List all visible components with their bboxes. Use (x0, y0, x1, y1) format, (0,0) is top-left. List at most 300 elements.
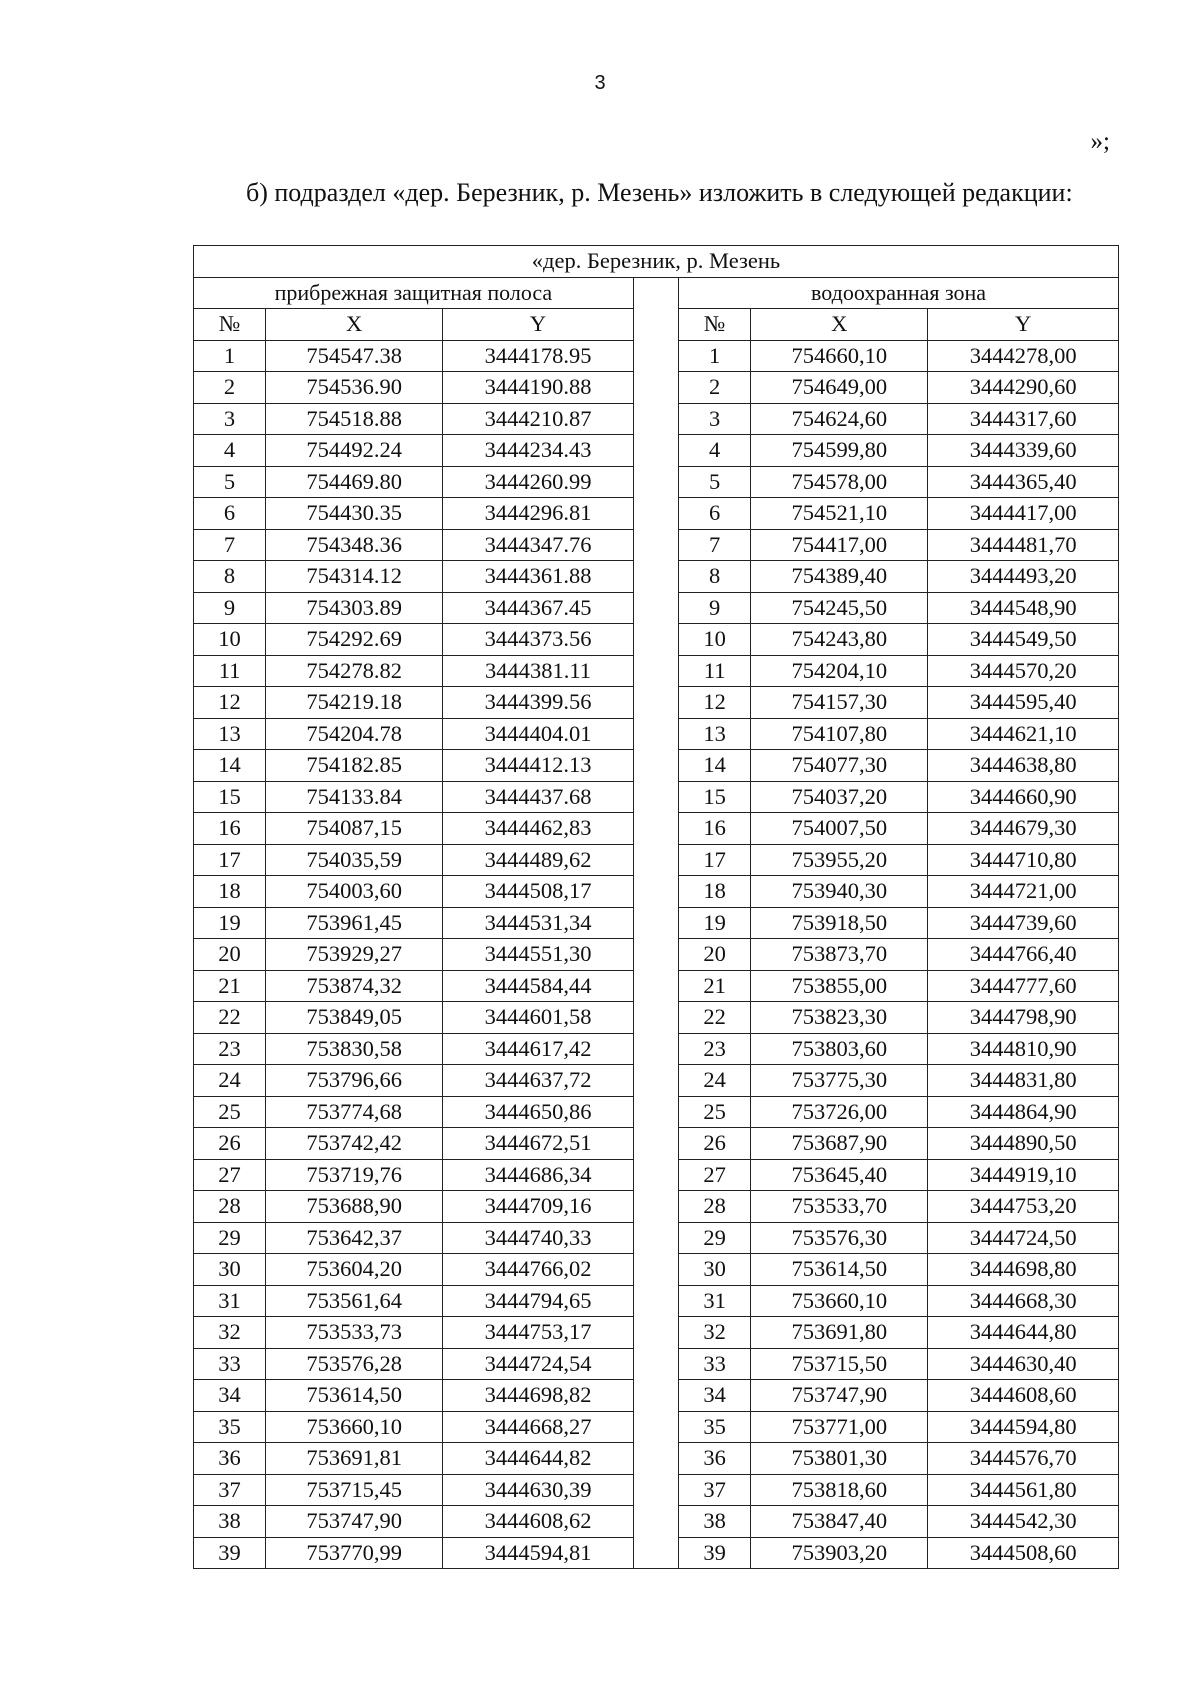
right-coordinate-y-cell: 3444753,20 (928, 1191, 1119, 1223)
right-coordinate-y-cell: 3444766,40 (928, 939, 1119, 971)
table-gap-cell (633, 624, 678, 656)
right-coordinate-y-cell: 3444481,70 (928, 529, 1119, 561)
left-coordinate-x-cell: 753642,37 (266, 1222, 443, 1254)
left-point-number-cell: 27 (194, 1159, 266, 1191)
left-coordinate-y-cell: 3444668,27 (443, 1411, 634, 1443)
table-gap-cell (633, 372, 678, 404)
right-coordinate-x-cell: 753873,70 (751, 939, 928, 971)
right-coordinate-x-cell: 753918,50 (751, 907, 928, 939)
left-point-number-cell: 17 (194, 844, 266, 876)
right-coordinate-y-cell: 3444608,60 (928, 1380, 1119, 1412)
right-coordinate-x-cell: 754107,80 (751, 718, 928, 750)
table-row (194, 466, 1119, 498)
right-coordinate-y-cell: 3444561,80 (928, 1474, 1119, 1506)
left-coordinate-y-cell: 3444210.87 (443, 403, 634, 435)
table-row (194, 750, 1119, 782)
right-coordinate-x-cell: 753903,20 (751, 1537, 928, 1569)
left-coordinate-x-cell: 753774,68 (266, 1096, 443, 1128)
left-point-number-cell: 11 (194, 655, 266, 687)
right-point-number-cell: 9 (679, 592, 751, 624)
table-gap-cell (633, 1506, 678, 1538)
table-gap-cell (633, 844, 678, 876)
table-row (194, 1191, 1119, 1223)
left-coordinate-y-cell: 3444367.45 (443, 592, 634, 624)
left-point-number-cell: 9 (194, 592, 266, 624)
table-row (194, 1317, 1119, 1349)
table-gap-cell (633, 907, 678, 939)
right-coordinate-y-cell: 3444493,20 (928, 561, 1119, 593)
right-coordinate-x-cell: 754243,80 (751, 624, 928, 656)
right-point-number-cell: 27 (679, 1159, 751, 1191)
right-coordinate-y-cell: 3444595,40 (928, 687, 1119, 719)
left-coordinate-x-cell: 754348.36 (266, 529, 443, 561)
table-gap-cell (633, 1222, 678, 1254)
table-row (194, 403, 1119, 435)
left-coordinate-x-cell: 753830,58 (266, 1033, 443, 1065)
left-coordinate-y-cell: 3444361.88 (443, 561, 634, 593)
table-gap-cell (633, 340, 678, 372)
left-point-number-cell: 21 (194, 970, 266, 1002)
right-coordinate-y-cell: 3444798,90 (928, 1002, 1119, 1034)
column-header-x: X (751, 309, 928, 341)
left-coordinate-x-cell: 754087,15 (266, 813, 443, 845)
table-row (194, 1254, 1119, 1286)
right-coordinate-x-cell: 753576,30 (751, 1222, 928, 1254)
right-point-number-cell: 5 (679, 466, 751, 498)
left-coordinate-x-cell: 753561,64 (266, 1285, 443, 1317)
left-coordinate-y-cell: 3444381.11 (443, 655, 634, 687)
table-row (194, 655, 1119, 687)
table-row (194, 1348, 1119, 1380)
left-point-number-cell: 6 (194, 498, 266, 530)
right-coordinate-x-cell: 753533,70 (751, 1191, 928, 1223)
table-gap-cell (633, 1537, 678, 1569)
left-coordinate-x-cell: 754536.90 (266, 372, 443, 404)
right-coordinate-x-cell: 753823,30 (751, 1002, 928, 1034)
right-coordinate-x-cell: 753803,60 (751, 1033, 928, 1065)
right-coordinate-x-cell: 753747,90 (751, 1380, 928, 1412)
table-gap-cell (633, 466, 678, 498)
left-point-number-cell: 30 (194, 1254, 266, 1286)
left-point-number-cell: 25 (194, 1096, 266, 1128)
right-coordinate-x-cell: 754521,10 (751, 498, 928, 530)
right-coordinate-x-cell: 754037,20 (751, 781, 928, 813)
table-row (194, 1096, 1119, 1128)
left-point-number-cell: 15 (194, 781, 266, 813)
left-point-number-cell: 19 (194, 907, 266, 939)
right-coordinate-y-cell: 3444570,20 (928, 655, 1119, 687)
right-coordinate-x-cell: 753687,90 (751, 1128, 928, 1160)
right-coordinate-y-cell: 3444621,10 (928, 718, 1119, 750)
right-coordinate-x-cell: 753940,30 (751, 876, 928, 908)
right-coordinate-x-cell: 753775,30 (751, 1065, 928, 1097)
table-gap-cell (633, 1002, 678, 1034)
left-coordinate-x-cell: 754292.69 (266, 624, 443, 656)
left-point-number-cell: 1 (194, 340, 266, 372)
table-row (194, 1222, 1119, 1254)
left-point-number-cell: 35 (194, 1411, 266, 1443)
left-coordinate-x-cell: 753691,81 (266, 1443, 443, 1475)
right-coordinate-x-cell: 753801,30 (751, 1443, 928, 1475)
right-coordinate-y-cell: 3444542,30 (928, 1506, 1119, 1538)
left-point-number-cell: 26 (194, 1128, 266, 1160)
left-coordinate-x-cell: 754035,59 (266, 844, 443, 876)
right-coordinate-y-cell: 3444777,60 (928, 970, 1119, 1002)
left-coordinate-y-cell: 3444508,17 (443, 876, 634, 908)
left-coordinate-y-cell: 3444650,86 (443, 1096, 634, 1128)
left-coordinate-y-cell: 3444594,81 (443, 1537, 634, 1569)
column-header-number: № (194, 309, 266, 341)
left-coordinate-x-cell: 753688,90 (266, 1191, 443, 1223)
left-coordinate-x-cell: 753719,76 (266, 1159, 443, 1191)
table-row (194, 372, 1119, 404)
left-coordinate-y-cell: 3444644,82 (443, 1443, 634, 1475)
table-gap-cell (633, 403, 678, 435)
table-row (194, 781, 1119, 813)
left-coordinate-y-cell: 3444753,17 (443, 1317, 634, 1349)
left-coordinate-x-cell: 753796,66 (266, 1065, 443, 1097)
left-coordinate-x-cell: 754430.35 (266, 498, 443, 530)
right-coordinate-y-cell: 3444417,00 (928, 498, 1119, 530)
right-coordinate-x-cell: 753715,50 (751, 1348, 928, 1380)
table-gap-cell (633, 1033, 678, 1065)
left-coordinate-y-cell: 3444766,02 (443, 1254, 634, 1286)
right-point-number-cell: 10 (679, 624, 751, 656)
right-coordinate-x-cell: 753660,10 (751, 1285, 928, 1317)
right-coordinate-x-cell: 753847,40 (751, 1506, 928, 1538)
right-coordinate-x-cell: 753726,00 (751, 1096, 928, 1128)
table-row (194, 340, 1119, 372)
instruction-paragraph: б) подраздел «дер. Березник, р. Мезень» изложить в следующей редакции: (246, 178, 1073, 207)
left-point-number-cell: 16 (194, 813, 266, 845)
table-gap-cell (633, 1411, 678, 1443)
left-point-number-cell: 37 (194, 1474, 266, 1506)
right-coordinate-y-cell: 3444290,60 (928, 372, 1119, 404)
column-header-x: X (266, 309, 443, 341)
left-point-number-cell: 18 (194, 876, 266, 908)
table-row (194, 1443, 1119, 1475)
table-gap-cell (633, 1191, 678, 1223)
page-number: 3 (594, 72, 606, 94)
right-coordinate-x-cell: 754007,50 (751, 813, 928, 845)
right-coordinate-y-cell: 3444679,30 (928, 813, 1119, 845)
left-point-number-cell: 22 (194, 1002, 266, 1034)
right-coordinate-x-cell: 753691,80 (751, 1317, 928, 1349)
right-point-number-cell: 31 (679, 1285, 751, 1317)
left-coordinate-y-cell: 3444709,16 (443, 1191, 634, 1223)
right-point-number-cell: 14 (679, 750, 751, 782)
right-coordinate-y-cell: 3444549,50 (928, 624, 1119, 656)
right-coordinate-y-cell: 3444339,60 (928, 435, 1119, 467)
left-coordinate-x-cell: 753614,50 (266, 1380, 443, 1412)
table-row (194, 1033, 1119, 1065)
right-coordinate-x-cell: 754077,30 (751, 750, 928, 782)
table-gap-cell (633, 1096, 678, 1128)
table-gap-cell (633, 687, 678, 719)
left-coordinate-x-cell: 753742,42 (266, 1128, 443, 1160)
table-gap-cell (633, 309, 678, 341)
table-row (194, 1128, 1119, 1160)
right-point-number-cell: 23 (679, 1033, 751, 1065)
left-coordinate-x-cell: 753604,20 (266, 1254, 443, 1286)
right-point-number-cell: 8 (679, 561, 751, 593)
left-coordinate-x-cell: 753576,28 (266, 1348, 443, 1380)
right-point-number-cell: 35 (679, 1411, 751, 1443)
left-coordinate-x-cell: 753929,27 (266, 939, 443, 971)
right-coordinate-y-cell: 3444594,80 (928, 1411, 1119, 1443)
left-coordinate-y-cell: 3444404.01 (443, 718, 634, 750)
table-row (194, 1159, 1119, 1191)
column-header-y: Y (928, 309, 1119, 341)
left-coordinate-y-cell: 3444462,83 (443, 813, 634, 845)
table-gap-cell (633, 1065, 678, 1097)
table-row (194, 939, 1119, 971)
table-row (194, 1285, 1119, 1317)
right-point-number-cell: 4 (679, 435, 751, 467)
right-coordinate-y-cell: 3444698,80 (928, 1254, 1119, 1286)
left-coordinate-x-cell: 754547.38 (266, 340, 443, 372)
table-row (194, 1537, 1119, 1569)
right-point-number-cell: 28 (679, 1191, 751, 1223)
right-coordinate-x-cell: 754624,60 (751, 403, 928, 435)
right-coordinate-x-cell: 754245,50 (751, 592, 928, 624)
right-coordinate-y-cell: 3444508,60 (928, 1537, 1119, 1569)
left-coordinate-y-cell: 3444794,65 (443, 1285, 634, 1317)
left-point-number-cell: 34 (194, 1380, 266, 1412)
left-coordinate-x-cell: 754182.85 (266, 750, 443, 782)
left-coordinate-y-cell: 3444178.95 (443, 340, 634, 372)
right-coordinate-y-cell: 3444548,90 (928, 592, 1119, 624)
column-header-row (194, 309, 1119, 341)
left-coordinate-x-cell: 753961,45 (266, 907, 443, 939)
left-point-number-cell: 33 (194, 1348, 266, 1380)
right-point-number-cell: 6 (679, 498, 751, 530)
table-row (194, 624, 1119, 656)
left-coordinate-y-cell: 3444630,39 (443, 1474, 634, 1506)
right-point-number-cell: 39 (679, 1537, 751, 1569)
right-coordinate-x-cell: 754578,00 (751, 466, 928, 498)
table-row (194, 687, 1119, 719)
table-row (194, 1065, 1119, 1097)
right-point-number-cell: 1 (679, 340, 751, 372)
table-row (194, 1411, 1119, 1443)
right-coordinate-y-cell: 3444576,70 (928, 1443, 1119, 1475)
left-coordinate-x-cell: 753533,73 (266, 1317, 443, 1349)
left-coordinate-y-cell: 3444437.68 (443, 781, 634, 813)
right-coordinate-x-cell: 753855,00 (751, 970, 928, 1002)
right-coordinate-y-cell: 3444644,80 (928, 1317, 1119, 1349)
right-coordinate-x-cell: 754649,00 (751, 372, 928, 404)
left-coordinate-y-cell: 3444672,51 (443, 1128, 634, 1160)
left-coordinate-x-cell: 754518.88 (266, 403, 443, 435)
left-coordinate-y-cell: 3444399.56 (443, 687, 634, 719)
water-protection-zone-header: водоохранная зона (679, 277, 1119, 309)
left-coordinate-y-cell: 3444260.99 (443, 466, 634, 498)
right-point-number-cell: 24 (679, 1065, 751, 1097)
left-point-number-cell: 20 (194, 939, 266, 971)
right-point-number-cell: 12 (679, 687, 751, 719)
left-point-number-cell: 36 (194, 1443, 266, 1475)
right-point-number-cell: 20 (679, 939, 751, 971)
left-coordinate-y-cell: 3444686,34 (443, 1159, 634, 1191)
right-coordinate-x-cell: 753955,20 (751, 844, 928, 876)
right-coordinate-y-cell: 3444919,10 (928, 1159, 1119, 1191)
coordinates-table-body (194, 340, 1119, 1569)
table-gap-cell (633, 1348, 678, 1380)
right-coordinate-y-cell: 3444724,50 (928, 1222, 1119, 1254)
right-coordinate-y-cell: 3444810,90 (928, 1033, 1119, 1065)
table-title-row (194, 246, 1119, 278)
left-point-number-cell: 32 (194, 1317, 266, 1349)
table-row (194, 907, 1119, 939)
table-row (194, 844, 1119, 876)
table-gap-cell (633, 435, 678, 467)
right-coordinate-y-cell: 3444721,00 (928, 876, 1119, 908)
left-coordinate-y-cell: 3444489,62 (443, 844, 634, 876)
right-coordinate-y-cell: 3444630,40 (928, 1348, 1119, 1380)
left-coordinate-y-cell: 3444296.81 (443, 498, 634, 530)
coordinates-table (193, 245, 1119, 1569)
section-header-row (194, 277, 1119, 309)
right-coordinate-x-cell: 753645,40 (751, 1159, 928, 1191)
table-gap-cell (633, 1159, 678, 1191)
right-coordinate-x-cell: 754417,00 (751, 529, 928, 561)
table-gap-cell (633, 277, 678, 309)
closing-quote-mark: »; (1090, 128, 1110, 155)
left-coordinate-y-cell: 3444724,54 (443, 1348, 634, 1380)
left-coordinate-y-cell: 3444234.43 (443, 435, 634, 467)
left-coordinate-y-cell: 3444608,62 (443, 1506, 634, 1538)
table-gap-cell (633, 1254, 678, 1286)
table-row (194, 876, 1119, 908)
table-row (194, 529, 1119, 561)
right-point-number-cell: 2 (679, 372, 751, 404)
left-coordinate-x-cell: 753715,45 (266, 1474, 443, 1506)
table-row (194, 1474, 1119, 1506)
left-coordinate-x-cell: 754219.18 (266, 687, 443, 719)
right-coordinate-y-cell: 3444278,00 (928, 340, 1119, 372)
right-point-number-cell: 25 (679, 1096, 751, 1128)
left-point-number-cell: 23 (194, 1033, 266, 1065)
table-gap-cell (633, 939, 678, 971)
left-coordinate-y-cell: 3444601,58 (443, 1002, 634, 1034)
table-gap-cell (633, 1380, 678, 1412)
left-coordinate-y-cell: 3444531,34 (443, 907, 634, 939)
right-point-number-cell: 37 (679, 1474, 751, 1506)
right-coordinate-y-cell: 3444638,80 (928, 750, 1119, 782)
right-point-number-cell: 19 (679, 907, 751, 939)
right-point-number-cell: 7 (679, 529, 751, 561)
right-point-number-cell: 13 (679, 718, 751, 750)
table-row (194, 1380, 1119, 1412)
left-coordinate-x-cell: 753770,99 (266, 1537, 443, 1569)
right-coordinate-x-cell: 754599,80 (751, 435, 928, 467)
right-coordinate-y-cell: 3444710,80 (928, 844, 1119, 876)
table-row (194, 435, 1119, 467)
right-point-number-cell: 33 (679, 1348, 751, 1380)
left-point-number-cell: 2 (194, 372, 266, 404)
table-gap-cell (633, 1317, 678, 1349)
table-row (194, 813, 1119, 845)
right-coordinate-y-cell: 3444660,90 (928, 781, 1119, 813)
right-point-number-cell: 22 (679, 1002, 751, 1034)
right-coordinate-y-cell: 3444317,60 (928, 403, 1119, 435)
right-coordinate-x-cell: 753818,60 (751, 1474, 928, 1506)
left-point-number-cell: 4 (194, 435, 266, 467)
right-coordinate-x-cell: 753771,00 (751, 1411, 928, 1443)
left-coordinate-x-cell: 753747,90 (266, 1506, 443, 1538)
left-coordinate-y-cell: 3444373.56 (443, 624, 634, 656)
right-coordinate-x-cell: 754204,10 (751, 655, 928, 687)
table-gap-cell (633, 970, 678, 1002)
left-point-number-cell: 31 (194, 1285, 266, 1317)
left-point-number-cell: 39 (194, 1537, 266, 1569)
right-coordinate-x-cell: 754660,10 (751, 340, 928, 372)
left-coordinate-y-cell: 3444347.76 (443, 529, 634, 561)
left-coordinate-y-cell: 3444190.88 (443, 372, 634, 404)
right-coordinate-x-cell: 754157,30 (751, 687, 928, 719)
left-point-number-cell: 29 (194, 1222, 266, 1254)
left-coordinate-y-cell: 3444584,44 (443, 970, 634, 1002)
table-title: «дер. Березник, р. Мезень (194, 246, 1119, 278)
table-gap-cell (633, 561, 678, 593)
left-coordinate-x-cell: 754492.24 (266, 435, 443, 467)
left-coordinate-x-cell: 754314.12 (266, 561, 443, 593)
right-point-number-cell: 15 (679, 781, 751, 813)
left-coordinate-y-cell: 3444412.13 (443, 750, 634, 782)
left-point-number-cell: 8 (194, 561, 266, 593)
table-gap-cell (633, 781, 678, 813)
right-coordinate-x-cell: 753614,50 (751, 1254, 928, 1286)
right-coordinate-y-cell: 3444864,90 (928, 1096, 1119, 1128)
right-point-number-cell: 30 (679, 1254, 751, 1286)
left-point-number-cell: 10 (194, 624, 266, 656)
column-header-number: № (679, 309, 751, 341)
left-point-number-cell: 24 (194, 1065, 266, 1097)
left-coordinate-x-cell: 754133.84 (266, 781, 443, 813)
table-gap-cell (633, 1443, 678, 1475)
table-gap-cell (633, 750, 678, 782)
right-point-number-cell: 34 (679, 1380, 751, 1412)
table-row (194, 561, 1119, 593)
left-point-number-cell: 3 (194, 403, 266, 435)
table-gap-cell (633, 1474, 678, 1506)
left-coordinate-x-cell: 754469.80 (266, 466, 443, 498)
right-coordinate-x-cell: 754389,40 (751, 561, 928, 593)
right-coordinate-y-cell: 3444365,40 (928, 466, 1119, 498)
right-coordinate-y-cell: 3444890,50 (928, 1128, 1119, 1160)
table-gap-cell (633, 813, 678, 845)
left-coordinate-x-cell: 754303.89 (266, 592, 443, 624)
right-coordinate-y-cell: 3444668,30 (928, 1285, 1119, 1317)
right-point-number-cell: 29 (679, 1222, 751, 1254)
right-point-number-cell: 17 (679, 844, 751, 876)
left-point-number-cell: 12 (194, 687, 266, 719)
left-point-number-cell: 7 (194, 529, 266, 561)
table-row (194, 1002, 1119, 1034)
table-gap-cell (633, 876, 678, 908)
table-row (194, 718, 1119, 750)
table-gap-cell (633, 592, 678, 624)
left-coordinate-x-cell: 753849,05 (266, 1002, 443, 1034)
left-point-number-cell: 38 (194, 1506, 266, 1538)
table-gap-cell (633, 1128, 678, 1160)
left-point-number-cell: 14 (194, 750, 266, 782)
left-coordinate-y-cell: 3444551,30 (443, 939, 634, 971)
table-gap-cell (633, 498, 678, 530)
table-gap-cell (633, 529, 678, 561)
right-coordinate-y-cell: 3444739,60 (928, 907, 1119, 939)
